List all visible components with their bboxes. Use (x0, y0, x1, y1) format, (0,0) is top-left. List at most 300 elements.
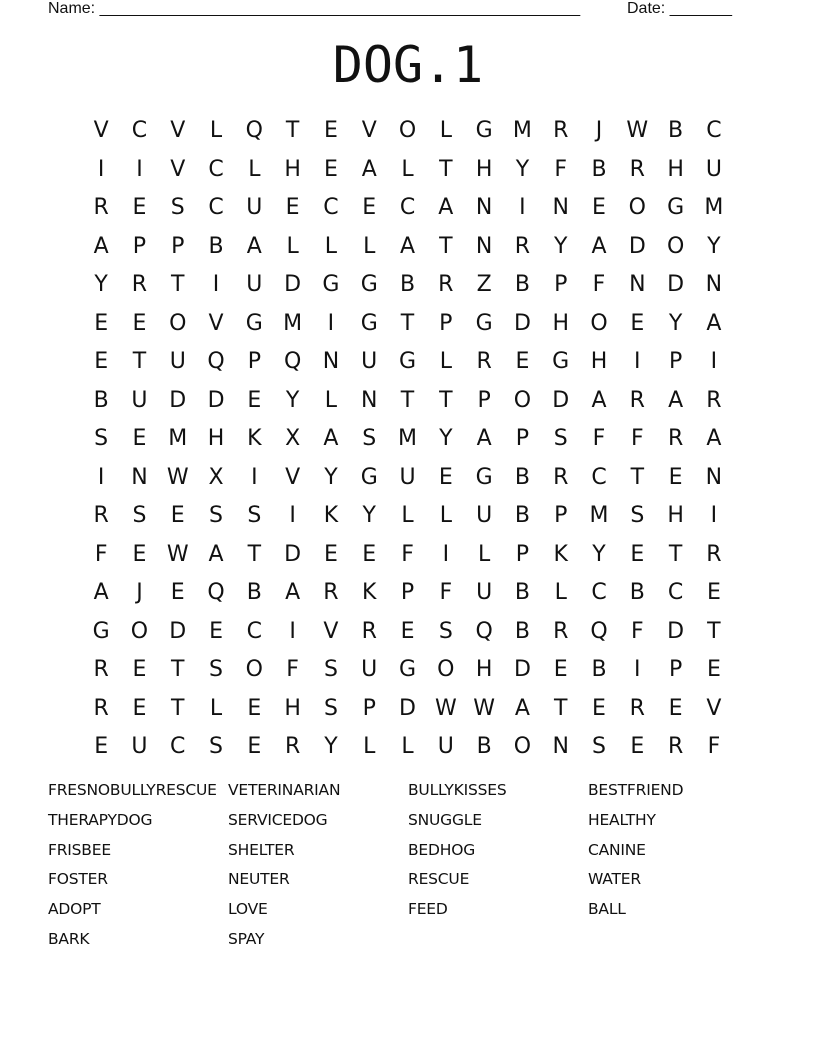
grid-letter: T (171, 272, 185, 297)
grid-row (82, 382, 733, 421)
grid-letter: R (706, 541, 722, 567)
grid-letter: R (476, 349, 492, 374)
grid-letter: J (136, 580, 143, 605)
grid-letter: V (323, 618, 339, 644)
grid-letter: E (285, 195, 300, 220)
grid-letter: H (284, 695, 301, 721)
grid-letter: S (209, 503, 224, 528)
grid-letter: P (477, 387, 491, 413)
grid-row (82, 305, 733, 344)
grid-letter: E (247, 695, 262, 721)
grid-letter: L (209, 695, 223, 721)
grid-letter: P (515, 426, 530, 451)
grid-row (82, 420, 733, 459)
grid-letter: F (401, 541, 414, 567)
grid-letter: I (710, 503, 718, 528)
word-list-item: SNUGGLE (408, 810, 482, 829)
grid-letter: I (251, 464, 258, 490)
grid-letter: V (170, 118, 186, 143)
grid-letter: L (286, 233, 299, 259)
grid-letter: T (171, 657, 185, 682)
grid-letter: F (630, 618, 644, 644)
grid-letter: E (94, 349, 109, 374)
grid-row (82, 151, 733, 190)
grid-letter: R (438, 272, 454, 297)
word-list-item: FOSTER (48, 870, 108, 889)
grid-letter: E (132, 426, 147, 451)
grid-letter: I (97, 464, 105, 490)
grid-letter: B (514, 272, 530, 297)
grid-letter: E (323, 541, 338, 567)
grid-letter: A (591, 233, 607, 259)
grid-letter: A (246, 233, 262, 259)
grid-letter: V (170, 156, 186, 182)
grid-letter: M (512, 118, 532, 143)
grid-letter: E (592, 695, 606, 721)
grid-letter: C (399, 195, 416, 220)
grid-letter: W (166, 464, 189, 490)
grid-letter: E (515, 349, 530, 374)
grid-letter: O (513, 387, 532, 413)
grid-row (82, 497, 733, 536)
grid-letter: G (475, 464, 493, 490)
grid-letter: L (363, 734, 376, 759)
word-list-item: BULLYKISSES (408, 781, 507, 799)
grid-letter: H (667, 156, 684, 182)
grid-letter: Y (707, 233, 721, 259)
grid-letter: R (514, 233, 531, 259)
grid-letter: S (209, 657, 224, 682)
date-label: Date: _______ (627, 0, 732, 17)
grid-letter: C (706, 118, 722, 143)
grid-letter: L (439, 503, 452, 528)
grid-letter: L (248, 156, 261, 182)
grid-letter: C (208, 156, 224, 182)
grid-letter: E (94, 734, 109, 759)
grid-letter: O (169, 310, 187, 336)
grid-letter: C (591, 580, 607, 605)
grid-letter: F (630, 426, 644, 451)
name-label: Name: ______________________________________________________ (48, 0, 581, 17)
grid-row (82, 228, 733, 267)
grid-letter: A (476, 426, 492, 451)
grid-letter: E (592, 195, 606, 220)
grid-letter: D (207, 387, 225, 413)
grid-letter: Q (283, 349, 302, 374)
grid-letter: K (553, 541, 568, 567)
grid-letter: P (362, 695, 376, 721)
grid-row (82, 536, 733, 575)
grid-letter: T (553, 695, 568, 721)
grid-letter: S (438, 618, 453, 644)
grid-letter: G (322, 272, 340, 297)
word-list-item: THERAPYDOG (48, 810, 153, 829)
grid-letter: Q (590, 618, 608, 644)
grid-letter: O (590, 310, 608, 336)
grid-letter: B (514, 464, 530, 490)
grid-letter: I (97, 156, 105, 182)
grid-letter: X (208, 464, 224, 490)
grid-letter: P (247, 349, 261, 374)
grid-letter: A (93, 580, 109, 605)
grid-letter: N (360, 387, 378, 413)
grid-letter: A (706, 426, 722, 451)
grid-letter: O (666, 233, 685, 259)
grid-letter: N (475, 233, 493, 259)
grid-letter: R (629, 387, 645, 413)
grid-letter: E (400, 618, 415, 644)
grid-letter: R (93, 195, 109, 220)
grid-letter: J (595, 118, 603, 143)
grid-letter: S (592, 734, 606, 759)
grid-letter: L (401, 503, 414, 528)
grid-row (82, 574, 733, 613)
grid-letter: D (169, 618, 187, 644)
grid-letter: T (171, 695, 185, 721)
grid-letter: R (131, 272, 148, 297)
grid-letter: T (668, 541, 683, 567)
grid-letter: A (399, 233, 416, 259)
word-list-item: ADOPT (48, 900, 101, 919)
grid-letter: E (630, 310, 645, 336)
grid-letter: T (439, 233, 453, 259)
grid-letter: D (513, 310, 531, 336)
grid-letter: I (327, 310, 335, 336)
grid-letter: L (324, 233, 338, 259)
grid-letter: G (398, 657, 417, 682)
grid-letter: A (361, 156, 377, 182)
grid-letter: E (323, 118, 338, 143)
grid-letter: Y (668, 310, 683, 336)
grid-letter: V (285, 464, 301, 490)
grid-letter: E (132, 657, 147, 682)
grid-letter: Q (245, 118, 263, 143)
grid-letter: C (208, 195, 224, 220)
grid-letter: L (363, 233, 376, 259)
grid-letter: E (630, 541, 645, 567)
grid-letter: H (475, 156, 493, 182)
grid-letter: D (667, 618, 685, 644)
grid-letter: I (634, 349, 641, 374)
grid-letter: C (591, 464, 607, 490)
grid-letter: O (437, 657, 455, 682)
grid-letter: L (209, 118, 223, 143)
grid-letter: P (668, 657, 683, 682)
grid-letter: U (437, 734, 454, 759)
grid-letter: G (552, 349, 570, 374)
grid-letter: N (475, 195, 493, 220)
grid-letter: O (513, 734, 532, 759)
grid-letter: G (475, 118, 493, 143)
word-list (48, 779, 788, 958)
grid-letter: S (323, 695, 338, 721)
grid-letter: I (710, 349, 718, 374)
grid-letter: G (475, 310, 493, 336)
puzzle-title: DOG.1 (332, 36, 484, 94)
grid-letter: D (513, 657, 531, 682)
grid-letter: O (628, 195, 646, 220)
grid-letter: T (400, 310, 415, 336)
grid-letter: L (401, 734, 414, 759)
grid-letter: D (284, 541, 302, 567)
word-list-item: HEALTHY (588, 810, 656, 829)
grid-letter: B (93, 387, 109, 413)
grid-letter: T (285, 118, 300, 143)
grid-letter: K (362, 580, 377, 605)
grid-letter: T (132, 349, 147, 374)
grid-letter: Y (553, 233, 568, 259)
grid-letter: S (362, 426, 377, 451)
grid-letter: A (93, 233, 109, 259)
grid-letter: U (476, 503, 493, 528)
grid-letter: A (285, 580, 301, 605)
grid-row (82, 343, 733, 382)
grid-letter: E (553, 657, 568, 682)
grid-letter: U (476, 580, 493, 605)
grid-letter: S (94, 426, 109, 451)
grid-letter: N (131, 464, 148, 490)
grid-letter: S (170, 195, 185, 220)
grid-letter: U (361, 349, 378, 374)
grid-letter: S (247, 503, 262, 528)
grid-letter: B (208, 233, 224, 259)
grid-letter: P (515, 541, 530, 567)
grid-letter: G (245, 310, 263, 336)
grid-letter: M (398, 426, 418, 451)
grid-letter: O (398, 118, 417, 143)
grid-letter: E (247, 734, 262, 759)
grid-letter: V (208, 310, 224, 336)
grid-letter: W (166, 541, 189, 567)
grid-letter: P (132, 233, 147, 259)
grid-letter: R (667, 426, 684, 451)
grid-letter: M (589, 503, 609, 528)
word-list-item: FRESNOBULLYRESCUE (48, 781, 217, 799)
grid-letter: G (667, 195, 685, 220)
grid-letter: R (553, 118, 569, 143)
grid-letter: N (705, 272, 723, 297)
grid-letter: I (212, 272, 220, 297)
grid-letter: M (168, 426, 188, 451)
grid-letter: T (707, 618, 721, 644)
grid-letter: X (285, 426, 301, 451)
grid-letter: U (246, 195, 263, 220)
grid-letter: N (629, 272, 646, 297)
grid-letter: E (132, 310, 147, 336)
grid-letter: D (628, 233, 646, 259)
grid-letter: Y (439, 426, 453, 451)
grid-letter: C (323, 195, 339, 220)
grid-letter: E (362, 195, 377, 220)
grid-letter: M (283, 310, 303, 336)
grid-row (82, 112, 733, 151)
grid-letter: E (706, 580, 721, 605)
grid-letter: T (439, 156, 453, 182)
grid-letter: O (130, 618, 149, 644)
grid-letter: U (169, 349, 186, 374)
grid-letter: K (247, 426, 262, 451)
grid-letter: I (519, 195, 526, 220)
grid-letter: W (473, 695, 495, 721)
grid-letter: R (93, 503, 109, 528)
word-list-item: BESTFRIEND (588, 781, 684, 799)
grid-letter: F (286, 657, 299, 682)
grid-letter: B (514, 618, 530, 644)
grid-letter: Q (207, 580, 225, 605)
grid-letter: E (362, 541, 377, 567)
word-row (48, 839, 788, 869)
grid-letter: O (245, 657, 263, 682)
grid-letter: Q (475, 618, 493, 644)
grid-letter: D (284, 272, 302, 297)
grid-letter: R (667, 734, 684, 759)
grid-letter: L (554, 580, 567, 605)
grid-letter: B (591, 657, 607, 682)
grid-letter: N (552, 195, 569, 220)
word-row (48, 809, 788, 839)
grid-letter: E (438, 464, 453, 490)
grid-letter: R (93, 695, 109, 721)
grid-letter: G (398, 349, 417, 374)
grid-letter: R (323, 580, 339, 605)
grid-letter: R (93, 657, 109, 682)
grid-letter: V (706, 695, 722, 721)
grid-letter: E (94, 310, 109, 336)
grid-letter: R (361, 618, 377, 644)
grid-letter: Z (476, 272, 492, 297)
grid-letter: D (667, 272, 685, 297)
grid-letter: G (360, 310, 378, 336)
grid-letter: W (626, 118, 649, 143)
grid-letter: L (324, 387, 338, 413)
grid-letter: F (592, 426, 606, 451)
name-field (48, 0, 580, 18)
grid-letter: I (442, 541, 450, 567)
grid-letter: T (439, 387, 453, 413)
grid-letter: R (553, 464, 569, 490)
word-list-item: LOVE (228, 900, 268, 919)
word-list-item: SERVICEDOG (228, 810, 328, 829)
grid-letter: R (629, 695, 645, 721)
grid-letter: R (629, 156, 645, 182)
word-row (48, 928, 788, 958)
grid-letter: F (554, 156, 568, 182)
grid-letter: F (592, 272, 606, 297)
grid-letter: Y (94, 272, 108, 297)
grid-letter: C (246, 618, 263, 644)
grid-letter: P (554, 272, 568, 297)
grid-letter: R (284, 734, 301, 759)
grid-letter: K (323, 503, 339, 528)
grid-letter: E (668, 695, 683, 721)
grid-letter: F (707, 734, 721, 759)
grid-letter: R (706, 387, 722, 413)
grid-letter: E (209, 618, 223, 644)
grid-letter: E (132, 195, 147, 220)
word-list-item: NEUTER (228, 870, 290, 889)
word-list-item: FRISBEE (48, 840, 111, 859)
grid-letter: V (361, 118, 377, 143)
grid-letter: C (131, 118, 148, 143)
grid-letter: B (246, 580, 262, 605)
grid-letter: U (361, 657, 378, 682)
grid-row (82, 690, 733, 729)
grid-letter: H (207, 426, 225, 451)
grid-letter: E (247, 387, 262, 413)
grid-row (82, 613, 733, 652)
grid-letter: A (208, 541, 224, 567)
grid-letter: B (591, 156, 607, 182)
grid-letter: E (668, 464, 683, 490)
grid-letter: I (634, 657, 641, 682)
grid-row (82, 728, 733, 767)
grid-letter: P (171, 233, 185, 259)
grid-letter: A (668, 387, 684, 413)
grid-letter: B (514, 580, 530, 605)
grid-row (82, 651, 733, 690)
grid-letter: A (591, 387, 607, 413)
grid-letter: H (552, 310, 569, 336)
grid-letter: B (399, 272, 416, 297)
grid-letter: L (439, 349, 452, 374)
grid-letter: M (704, 195, 724, 220)
grid-letter: E (706, 657, 721, 682)
grid-letter: N (552, 734, 569, 759)
word-list-item: SPAY (228, 929, 265, 948)
grid-letter: D (169, 387, 187, 413)
grid-letter: T (247, 541, 262, 567)
grid-letter: Y (285, 387, 300, 413)
grid-letter: T (400, 387, 415, 413)
grid-letter: H (590, 349, 608, 374)
grid-letter: P (400, 580, 415, 605)
grid-letter: L (401, 156, 414, 182)
grid-letter: R (553, 618, 569, 644)
word-list-item: BEDHOG (408, 840, 476, 859)
grid-letter: W (434, 695, 457, 721)
grid-letter: E (630, 734, 645, 759)
grid-letter: L (439, 118, 452, 143)
grid-letter: B (668, 118, 684, 143)
grid-letter: F (439, 580, 453, 605)
word-row (48, 779, 788, 809)
grid-letter: C (667, 580, 684, 605)
grid-letter: H (284, 156, 301, 182)
grid-letter: E (170, 503, 185, 528)
word-list-item: BARK (48, 929, 90, 948)
grid-letter: Q (207, 349, 225, 374)
grid-letter: B (514, 503, 530, 528)
grid-letter: B (629, 580, 645, 605)
grid-letter: P (554, 503, 568, 528)
grid-letter: S (323, 657, 338, 682)
grid-letter: Y (515, 156, 530, 182)
grid-letter: A (514, 695, 530, 721)
grid-letter: G (360, 464, 378, 490)
grid-letter: P (439, 310, 453, 336)
word-list-item: SHELTER (228, 840, 295, 859)
grid-letter: U (705, 156, 722, 182)
word-list-item: WATER (588, 870, 641, 889)
grid-letter: I (289, 503, 296, 528)
letter-grid (82, 112, 733, 767)
word-list-item: VETERINARIAN (228, 781, 341, 799)
grid-letter: U (131, 734, 148, 759)
grid-letter: G (360, 272, 378, 297)
grid-letter: Y (592, 541, 606, 567)
grid-row (82, 266, 733, 305)
grid-row (82, 189, 733, 228)
